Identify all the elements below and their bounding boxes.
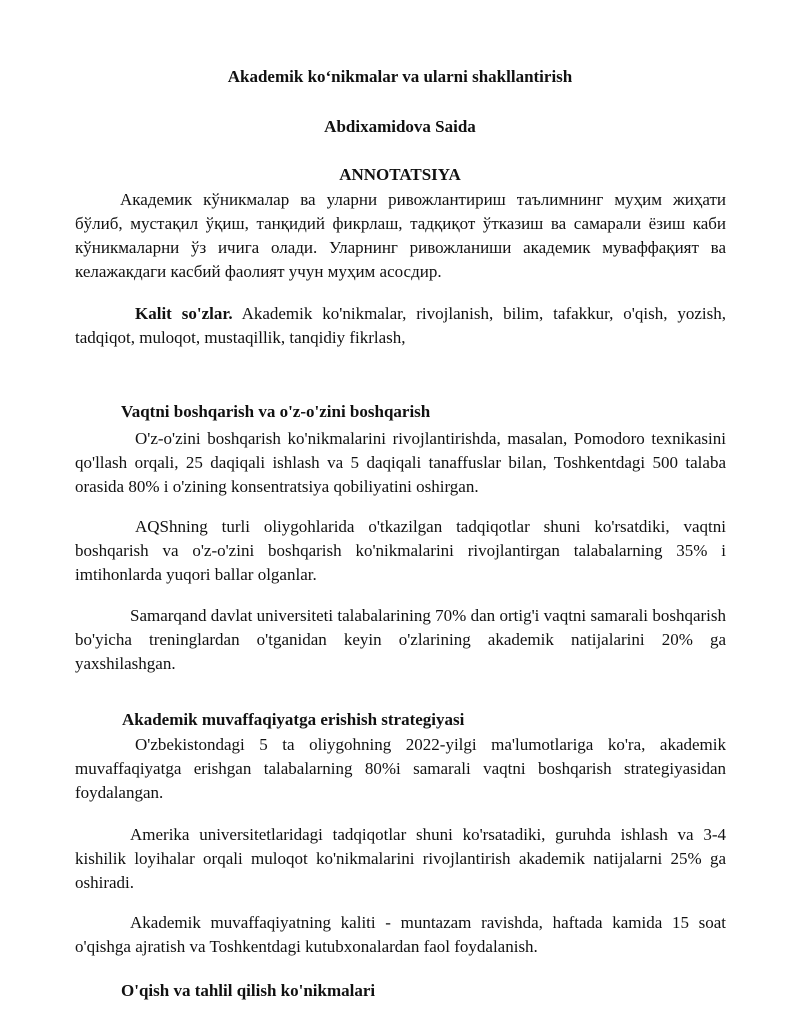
keywords-text: Akademik ko'nikmalar, rivojlanish, bilim, tafakkur, o'qish, yozish, tadqiqot, muloqot, mustaqillik, tanqidiy fikrlash,: [75, 304, 726, 347]
paper-title: Akademik ko‘nikmalar va ularni shakllantirish: [227, 67, 573, 86]
section-1-paragraph-2: AQShning turli oliygohlarida o'tkazilgan tadqiqotlar shuni ko'rsatdiki, vaqtni boshqarish va o'z-o'zini boshqarish ko'nikmalarini rivojlantirgan talabalarning 35% i imtihonlarda yuqori ballar olganlar.: [75, 517, 726, 584]
section-1-paragraph-1: O'z-o'zini boshqarish ko'nikmalarini rivojlantirishda, masalan, Pomodoro texnikasini qo'llash orqali, 25 daqiqali ishlash va 5 daqiqali tanaffuslar bilan, Toshkentdagi 500 talaba orasida 80% i o'zining konsentratsiya qobiliyatini oshirgan.: [75, 429, 726, 496]
section-2-paragraph-2: Amerika universitetlaridagi tadqiqotlar shuni ko'rsatadiki, guruhda ishlash va 3-4 kishilik loyihalar orqali muloqot ko'nikmalarini rivojlantirish akademik natijalarni 25% ga oshiradi.: [75, 825, 726, 892]
annotation-text: Академик кўникмалар ва уларни ривожлантириш таълимнинг муҳим жиҳати бўлиб, мустақил ўқиш, танқидий фикрлаш, тадқиқот ўтказиш ва самарали ёзиш каби кўникмаларни ўз ичига олади. Уларнинг ривожланиши академик муваффақият ва келажакдаги касбий фаолият учун муҳим асосдир.: [75, 190, 726, 281]
section-heading-time-management: Vaqtni boshqarish va o'z-o'zini boshqarish: [121, 402, 431, 421]
section-1-paragraph-3: Samarqand davlat universiteti talabalarining 70% dan ortig'i vaqtni samarali boshqarish bo'yicha treninglardan o'tganidan keyin o'zlarining akademik natijalarini 20% ga yaxshilashgan.: [75, 606, 726, 673]
section-2-paragraph-3: Akademik muvaffaqiyatning kaliti - muntazam ravishda, haftada kamida 15 soat o'qishga ajratish va Toshkentdagi kutubxonalardan faol foydalanish.: [75, 913, 726, 956]
section-heading-reading-analysis: O'qish va tahlil qilish ko'nikmalari: [121, 981, 376, 1000]
keywords-label: Kalit so'zlar.: [135, 304, 233, 323]
section-heading-academic-success: Akademik muvaffaqiyatga erishish strategiyasi: [122, 710, 465, 729]
keywords-paragraph: [75, 302, 726, 350]
annotation-heading: ANNOTATSIYA: [339, 165, 461, 184]
section-2-paragraph-1: O'zbekistondagi 5 ta oliygohning 2022-yilgi ma'lumotlariga ko'ra, akademik muvaffaqiyatga erishgan talabalarning 80%i samarali vaqtni boshqarish strategiyasidan foydalangan.: [75, 735, 726, 802]
author-name: Abdixamidova Saida: [324, 117, 476, 136]
